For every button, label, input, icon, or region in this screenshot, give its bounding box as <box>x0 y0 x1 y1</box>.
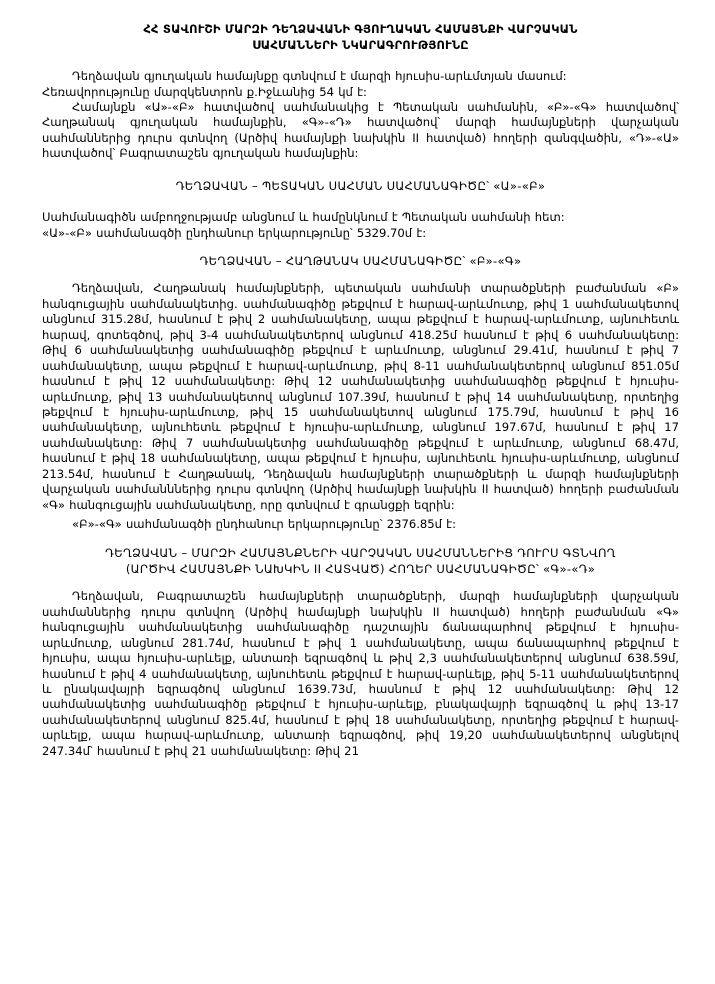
section-2-paragraph-1: Դեղձավան, Հաղթանակ համայնքների, պետական սահմանի տարածքների բաժանման «Բ» հանգուցային սահմանակետից. սահմանագիծը թեքվում է հարավ-արևմուտք, թիվ 1 սահմանակետով անցնում 315.28մ, հասնում է թիվ 2 սահմանակետը, ապա թեքվում է հարավ-արևմուտք, այնուհետև հարավ, գոտեգծով, թիվ 3-4 սահմանակետերով անցնում 418.25մ հասնում է թիվ 6 սահմանակետը: Թիվ 6 սահմանակետից սահմանագիծը թեքվում է արևմուտք, անցնում 29.41մ, հասնում է թիվ 7 սահմանակետը, ապա թեքվում է հարավ-արևմուտք, թիվ 8-11 սահմանակետերով անցնում 851.05մ հասնում է թիվ 12 սահմանակետը: Թիվ 12 սահմանակետից սահմանագիծը թեքվում է հյուսիս-արևմուտք, թիվ 13 սահմանակետով անցնում 107.39մ, հասնում է թիվ 14 սահմանակետը, որտեղից թեքվում է հյուսիս-արևմուտք, թիվ 15 սահմանակետով անցնում 175.79մ, հասնում է թիվ 16 սահմանակետը, այնուհետև թեքվում է հյուսիս-արևմուտք, անցնում 197.67մ, հասնում է թիվ 17 սահմանակետը: Թիվ 7 սահմանակետից սահմանագիծը թեքվում է արևմուտք, անցնում 68.47մ, հասնում է թիվ 18 սահմանակետը, ապա թեքվում է հյուսիս, այնուհետև հյուսիս-արևմուտք, անցնում 213.54մ, հասնում է Հաղթանակ, Դեղձավան համայնքների տարածքների և մարզի համայնքների վարչական սահմանններից դուրս գտնվող (Արծիվ համայնքի նախկին II հատված) հողերի բաժանման «Գ» հանգուցային սահմանակետը, որը գտնվում է գրանցքի եզրին: <box>42 281 679 512</box>
section-heading-2-main: ԴԵՂՁԱՎԱՆ – ՀԱՂԹԱՆԱԿ ՍԱՀՄԱՆԱԳԻԾԸ՝ «Բ»-«Գ» <box>199 254 522 268</box>
intro-paragraph-2: Հեռավորությունը մարզկենտրոն ք.Իջևանից 54 կմ է: <box>42 84 367 99</box>
spacer <box>42 53 679 69</box>
section-heading-1-main: ԴԵՂՁԱՎԱՆ – ՊԵՏԱԿԱՆ ՍԱՀՄԱՆ ՍԱՀՄԱՆԱԳԻԾԸ՝ «Ա»-«Բ» <box>175 178 546 193</box>
section-heading-3 <box>42 545 679 577</box>
spacer <box>42 194 679 210</box>
section-heading-1 <box>42 178 679 194</box>
intro-paragraph-1: Դեղձավան գյուղական համայնքը գտնվում է մարզի հյուսիս-արևմտյան մասում: <box>72 69 567 84</box>
spacer <box>42 577 679 589</box>
document-title-line-1: ՀՀ ՏԱՎՈՒՇԻ ՄԱՐԶԻ ԴԵՂՁԱՎԱՆԻ ԳՅՈՒՂԱԿԱՆ ՀԱՄԱՅՆՔԻ ՎԱՐՉԱԿԱՆ <box>143 22 578 36</box>
section-1-paragraph-1: Սահմանագիծն ամբողջությամբ անցնում և համընկնում է Պետական սահմանի հետ: <box>42 210 565 225</box>
spacer <box>42 269 679 281</box>
intro-paragraph-3: Համայնքն «Ա»-«Բ» հատվածով սահմանակից է Պետական սահմանին, «Բ»-«Գ» հատվածով՝ Հաղթանակ գյուղական համայնքին, «Գ»-«Դ» հատվածով՝ մարզի համայնքների վարչական սահմաններից դուրս գտնվող (Արծիվ համայնքի նախկին II հատված) հողերի զանգվածին, «Դ»-«Ա» հատվածով՝ Բագրատաշեն գյուղական համայնքին: <box>42 99 679 161</box>
document-title <box>42 22 679 53</box>
section-heading-3-main: ԴԵՂՁԱՎԱՆ – ՄԱՐԶԻ ՀԱՄԱՅՆՔՆԵՐԻ ՎԱՐՉԱԿԱՆ ՍԱՀՄԱՆՆԵՐԻՑ ԴՈՒՐՍ ԳՏՆՎՈՂ <box>105 545 616 560</box>
section-1-paragraph-2: «Ա»-«Բ» սահմանագծի ընդհանուր երկարությունը՝ 5329.70մ է: <box>42 225 427 240</box>
document-title-line-2: ՍԱՀՄԱՆՆԵՐԻ ՆԿԱՐԱԳՐՈՒԹՅՈՒՆԸ <box>252 37 469 52</box>
section-heading-2 <box>42 253 679 269</box>
spacer <box>42 533 679 545</box>
section-3-paragraph-1: Դեղձավան, Բագրատաշեն համայնքների տարածքների, մարզի համայնքների վարչական սահմաններից դուրս գտնվող (Արծիվ համայնքի նախկին II հատված) հողերի բաժանման «Գ» հանգուցային սահմանակետից սահմանագիծը դաշտային ճանապարհով թեքվում է հյուսիս-արևմուտք, անցնում 281.74մ, հասնում է թիվ 1 սահմանակետը, ապա ճանապարհով թեքվում է հյուսիս, ապա հյուսիս-արևելք, անտառի եզրագծով և թիվ 2,3 սահմանակետերով անցնում 638.59մ, հասնում է թիվ 4 սահմանակետը, այնուհետև թեքվում է հարավ-արևելք, թիվ 5-11 սահմանակետերով և ընակավայրի եզրագծով անցնում 1639.73մ, հասնում է թիվ 12 սահմանակետը: Թիվ 12 սահմանակետից սահմանագիծը թեքվում է հյուսիս-արևելք, բնակավայրի եզրագծով և թիվ 13-17 սահմանակետերով անցնում 825.4մ, հասնում է թիվ 18 սահմանակետը, որտեղից թեքվում է հարավ-արևելք, ապա հարավ-արևմուտք, անտառի եզրագծով, թիվ 19,20 սահմանակետերով անցնելով 247.34մ՝ հասնում է թիվ 21 սահմանակետը: Թիվ 21 <box>42 589 679 758</box>
spacer <box>42 241 679 253</box>
spacer <box>42 162 679 178</box>
section-2-paragraph-2: «Բ»-«Գ» սահմանագծի ընդհանուր երկարությունը՝ 2376.85մ է: <box>72 517 457 532</box>
section-heading-3-sub: (ԱՐԾԻՎ ՀԱՄԱՅՆՔԻ ՆԱԽԿԻՆ II ՀԱՏՎԱԾ) ՀՈՂԵՐ ՍԱՀՄԱՆԱԳԻԾԸ՝ «Գ»-«Դ» <box>125 561 596 576</box>
